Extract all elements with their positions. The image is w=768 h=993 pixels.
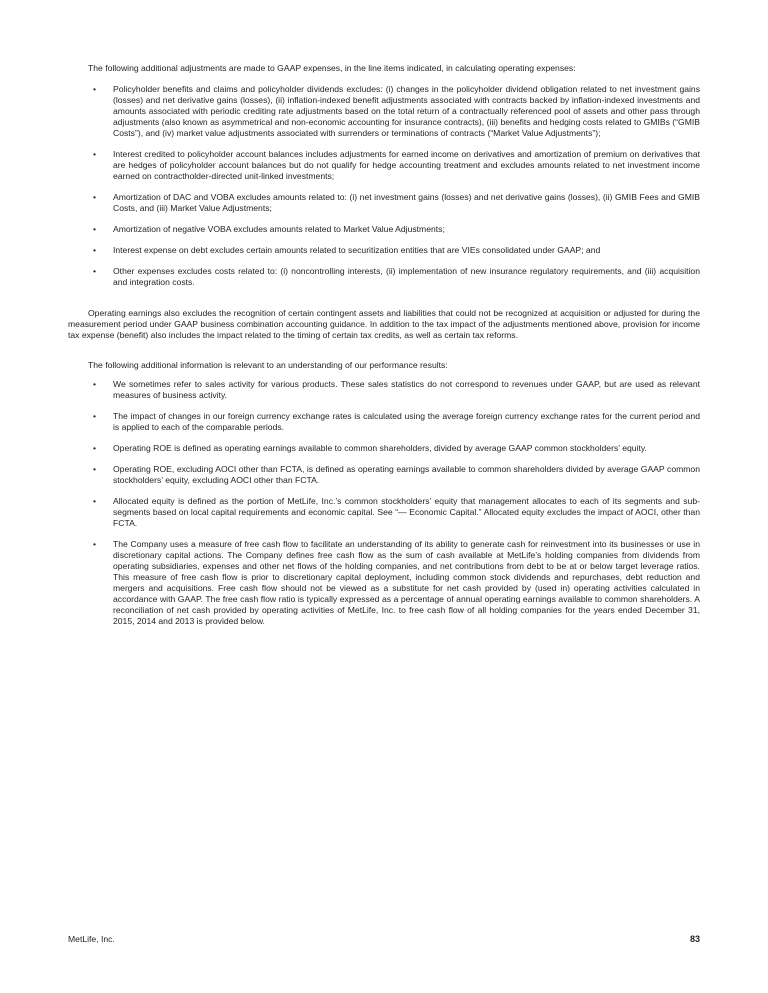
list-item	[68, 379, 700, 401]
list-item	[68, 464, 700, 486]
list-item-text: Other expenses excludes costs related to: (i) noncontrolling interests, (ii) implementation of new insurance regulatory requirements, and (iii) acquisition and integration costs.	[113, 266, 700, 287]
list-item-text: Operating ROE is defined as operating earnings available to common shareholders, divided by average GAAP common stockholders’ equity.	[113, 443, 647, 453]
list-item-text: Interest credited to policyholder account balances includes adjustments for earned income on derivatives and amortization of premium on derivatives that are hedges of policyholder account balances but do not qualify for hedge accounting treatment and excludes amounts related to net investment income earned on contractholder-directed unit-linked investments;	[113, 149, 700, 181]
bullet-icon	[93, 411, 96, 422]
bullet-icon	[93, 245, 96, 256]
list-item-text: Operating ROE, excluding AOCI other than FCTA, is defined as operating earnings available to common shareholders divided by average GAAP common stockholders’ equity, excluding AOCI other than FCTA.	[113, 464, 700, 485]
list-item	[68, 224, 700, 235]
bullet-icon	[93, 539, 96, 550]
page-footer	[68, 934, 700, 945]
list-item	[68, 443, 700, 454]
list-item	[68, 496, 700, 529]
bullet-icon	[93, 266, 96, 277]
operating-earnings-paragraph: Operating earnings also excludes the recognition of certain contingent assets and liabilities that could not be recognized at acquisition or adjusted for during the measurement period under GAAP business combination accounting guidance. In addition to the tax impact of the adjustments mentioned above, provision for income tax expense (benefit) also includes the impact related to the timing of certain tax credits, as well as certain tax reforms.	[68, 308, 700, 340]
list-item	[68, 192, 700, 214]
list-item	[68, 266, 700, 288]
bullet-icon	[93, 496, 96, 507]
adjustments-list	[68, 84, 700, 288]
list-item-text: Amortization of negative VOBA excludes amounts related to Market Value Adjustments;	[113, 224, 445, 234]
intro-performance-paragraph: The following additional information is relevant to an understanding of our performance results:	[88, 360, 448, 370]
bullet-icon	[93, 192, 96, 203]
bullet-icon	[93, 84, 96, 95]
list-item	[68, 411, 700, 433]
list-item-text: The Company uses a measure of free cash flow to facilitate an understanding of its ability to generate cash for reinvestment into its businesses or use in discretionary capital actions. The Company defines free cash flow as the sum of cash available at MetLife’s holding companies from dividends from operating subsidiaries, expenses and other net flows of the holding companies, and net contributions from debt to be at or below target leverage ratios. This measure of free cash flow is prior to discretionary capital deployment, including common stock dividends and repurchases, debt reduction and mergers and acquisitions. Free cash flow should not be viewed as a substitute for net cash provided by (used in) operating activities calculated in accordance with GAAP. The free cash flow ratio is typically expressed as a percentage of annual operating earnings available to common shareholders. A reconciliation of net cash provided by operating activities of MetLife, Inc. to free cash flow of all holding companies for the years ended December 31, 2015, 2014 and 2013 is provided below.	[113, 539, 700, 626]
list-item	[68, 539, 700, 627]
intro-adjustments-paragraph: The following additional adjustments are made to GAAP expenses, in the line items indicated, in calculating operating expenses:	[88, 63, 576, 73]
list-item-text: Amortization of DAC and VOBA excludes amounts related to: (i) net investment gains (losses) and net derivative gains (losses), (ii) GMIB Fees and GMIB Costs, and (iii) Market Value Adjustments;	[113, 192, 700, 213]
bullet-icon	[93, 224, 96, 235]
list-item-text: We sometimes refer to sales activity for various products. These sales statistics do not correspond to revenues under GAAP, but are used as relevant measures of business activity.	[113, 379, 700, 400]
list-item-text: Allocated equity is defined as the portion of MetLife, Inc.’s common stockholders’ equity that management allocates to each of its segments and sub-segments based on local capital requirements and economic capital. See “— Economic Capital.” Allocated equity excludes the impact of AOCI, other than FCTA.	[113, 496, 700, 528]
footer-company: MetLife, Inc.	[68, 934, 115, 944]
performance-notes-list	[68, 379, 700, 627]
list-item-text: The impact of changes in our foreign currency exchange rates is calculated using the average foreign currency exchange rates for the current period and is applied to each of the comparable periods.	[113, 411, 700, 432]
bullet-icon	[93, 379, 96, 390]
page-body	[68, 63, 700, 627]
list-item-text: Interest expense on debt excludes certain amounts related to securitization entities that are VIEs consolidated under GAAP; and	[113, 245, 601, 255]
list-item	[68, 84, 700, 139]
bullet-icon	[93, 464, 96, 475]
bullet-icon	[93, 443, 96, 454]
list-item	[68, 245, 700, 256]
footer-page-number: 83	[689, 934, 700, 944]
list-item	[68, 149, 700, 182]
list-item-text: Policyholder benefits and claims and policyholder dividends excludes: (i) changes in the policyholder dividend obligation related to net investment gains (losses) and net derivative gains (losses), (ii) inflation-indexed benefit adjustments associated with contracts backed by inflation-indexed investments and amounts associated with periodic crediting rate adjustments based on the total return of a contractually referenced pool of assets and other pass through adjustments (also known as asymmetrical and non-economic accounting for insurance contracts), (iii) benefits and hedging costs related to GMIBs (“GMIB Costs”), and (iv) market value adjustments associated with surrenders or terminations of contracts (“Market Value Adjustments”);	[113, 84, 700, 138]
bullet-icon	[93, 149, 96, 160]
